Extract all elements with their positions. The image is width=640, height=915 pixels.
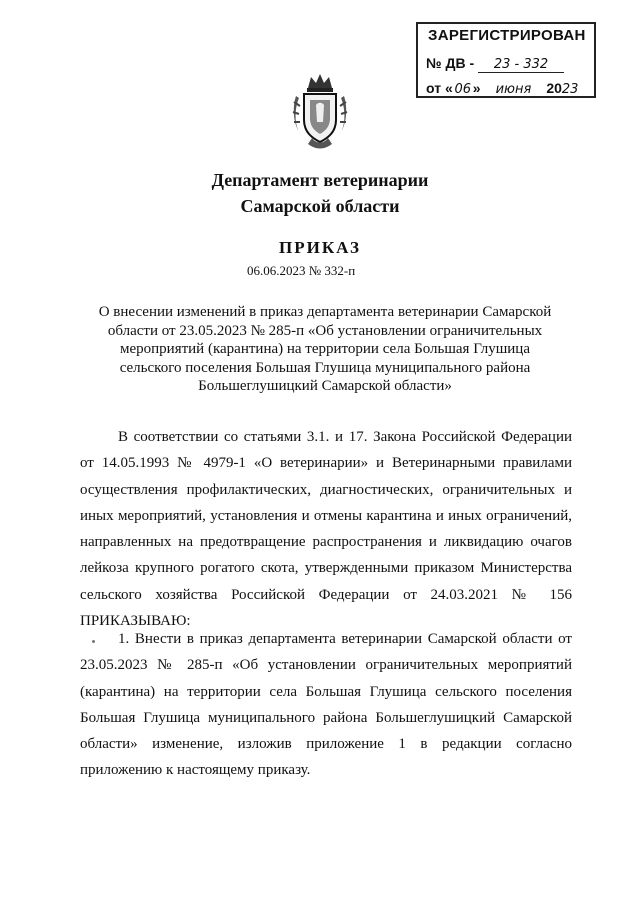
stamp-number-row (426, 55, 564, 73)
stamp-date-month: июня (484, 83, 542, 98)
stamp-date-prefix: от « (426, 80, 453, 96)
stamp-date-row (426, 80, 578, 98)
department-name-line1: Департамент ветеринарии (211, 170, 429, 190)
stamp-date-day: 06 (454, 82, 472, 97)
paragraph-preamble (80, 424, 572, 634)
stamp-title: ЗАРЕГИСТРИРОВАН (428, 27, 586, 44)
department-name-line2: Самарской области (240, 196, 400, 216)
stamp-number-prefix: № ДВ - (426, 55, 475, 71)
paragraph-item-1 (80, 626, 572, 784)
stamp-date-year-suffix: 23 (561, 82, 579, 97)
order-title: ПРИКАЗ (279, 238, 361, 257)
paragraph-preamble-text: В соответствии со статьями 3.1. и 17. Закона Российской Федерации от 14.05.1993 № 4979-1 «О ветеринарии» и Ветеринарными правилами осуществления профилактических, диагностических, ограничительных и иных мероприятий, установления и отмены карантина и иных ограничений, направленных на предотвращение распространения и ликвидацию очагов лейкоза крупного рогатого скота, утвержденными приказом Министерства сельского хозяйства Российской Федерации от 24.03.2021 № 156 ПРИКАЗЫВАЮ: (80, 429, 572, 630)
stamp-date-year-prefix: 20 (546, 80, 562, 96)
registration-stamp (416, 22, 596, 98)
stamp-date-mid: » (472, 80, 481, 96)
paragraph-item-1-text: 1. Внести в приказ департамента ветеринарии Самарской области от 23.05.2023 № 285-п «Об установлении ограничительных мероприятий (карантина) на территории села Большая Глушица сельского поселения Большая Глушица муниципального района Большеглушицкий Самарской области» изменение, изложив приложение 1 в редакции согласно приложению к настоящему приказу. (80, 631, 572, 779)
stamp-number-value: 23 - 332 (478, 58, 564, 73)
order-date-number: 06.06.2023 № 332-п (247, 263, 356, 278)
coat-of-arms-emblem (290, 72, 350, 150)
order-subject: О внесении изменений в приказ департамента ветеринарии Самарской области от 23.05.2023 № 285-п «Об установлении ограничительных мероприятий (карантина) на территории села Большая Глушица сельского поселения Большая Глушица муниципального района Большеглушицкий Самарской области» (98, 304, 552, 394)
